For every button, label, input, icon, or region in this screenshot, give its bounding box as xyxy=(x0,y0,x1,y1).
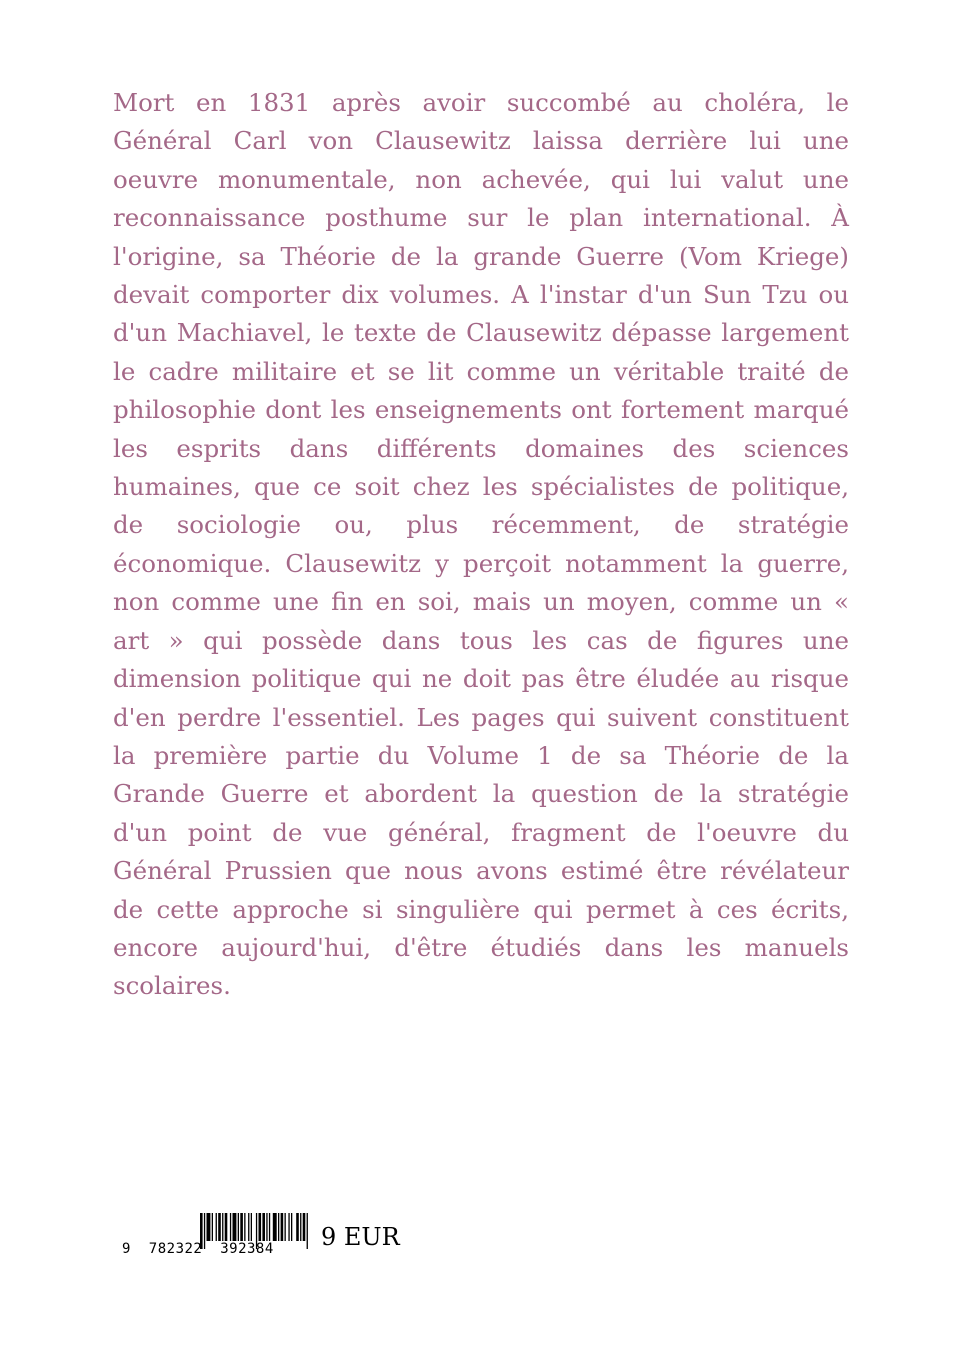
barcode-bar xyxy=(207,1213,211,1241)
isbn-barcode xyxy=(122,1213,302,1263)
barcode-bar xyxy=(216,1213,217,1241)
barcode-bar xyxy=(300,1213,301,1241)
barcode-bar xyxy=(266,1213,267,1241)
barcode-bar xyxy=(240,1213,243,1241)
barcode-bar xyxy=(278,1213,279,1241)
barcode-bar xyxy=(233,1213,237,1241)
barcode-bar xyxy=(291,1213,292,1241)
barcode-bar xyxy=(244,1213,245,1241)
barcode-bar xyxy=(222,1213,223,1241)
barcode-bar xyxy=(285,1213,286,1241)
barcode-bar xyxy=(230,1213,231,1241)
barcode-bar xyxy=(296,1213,299,1241)
barcode-bar xyxy=(303,1213,306,1241)
price-label: 9 EUR xyxy=(321,1223,400,1251)
barcode-bar xyxy=(238,1213,239,1241)
barcode-bar xyxy=(259,1213,262,1241)
barcode-bar xyxy=(273,1213,277,1241)
barcode-bar xyxy=(262,1213,265,1241)
back-cover-blurb: Mort en 1831 après avoir succombé au choléra, le Général Carl von Clausewitz laissa derrière lui une oeuvre monumentale, non achevée, qui lui valut une reconnaissance posthume sur le plan international. À l'origine, sa Théorie de la grande Guerre (Vom Kriege) devait comporter dix volumes. A l'instar d'un Sun Tzu ou d'un Machiavel, le texte de Clausewitz dépasse largement le cadre militaire et se lit comme un véritable traité de philosophie dont les enseignements ont fortement marqué les esprits dans différents domaines des sciences humaines, que ce soit chez les spécialistes de politique, de sociologie ou, plus récemment, de stratégie économique. Clausewitz y perçoit notamment la guerre, non comme une fin en soi, mais un moyen, comme un « art » qui possède dans tous les cas de figures une dimension politique qui ne doit pas être éludée au risque d'en perdre l'essentiel. Les pages qui suivent constituent la première partie du Volume 1 de sa Théorie de la Grande Guerre et abordent la question de la stratégie d'un point de vue général, fragment de l'oeuvre du Général Prussien que nous avons estimé être révélateur de cette approche si singulière qui permet à ces écrits, encore aujourd'hui, d'être étudiés dans les manuels scolaires. xyxy=(113,88,849,1001)
barcode-bar xyxy=(218,1213,221,1241)
barcode-bar xyxy=(288,1213,289,1241)
barcode-bar xyxy=(307,1213,308,1249)
barcode-bar xyxy=(251,1213,252,1241)
barcode-bar xyxy=(225,1213,228,1241)
barcode-bar xyxy=(269,1213,270,1241)
barcode-bar xyxy=(212,1213,213,1241)
barcode-bar xyxy=(248,1213,249,1241)
barcode-digits: 9 782322 392384 xyxy=(122,1241,274,1257)
barcode-bar xyxy=(281,1213,284,1241)
